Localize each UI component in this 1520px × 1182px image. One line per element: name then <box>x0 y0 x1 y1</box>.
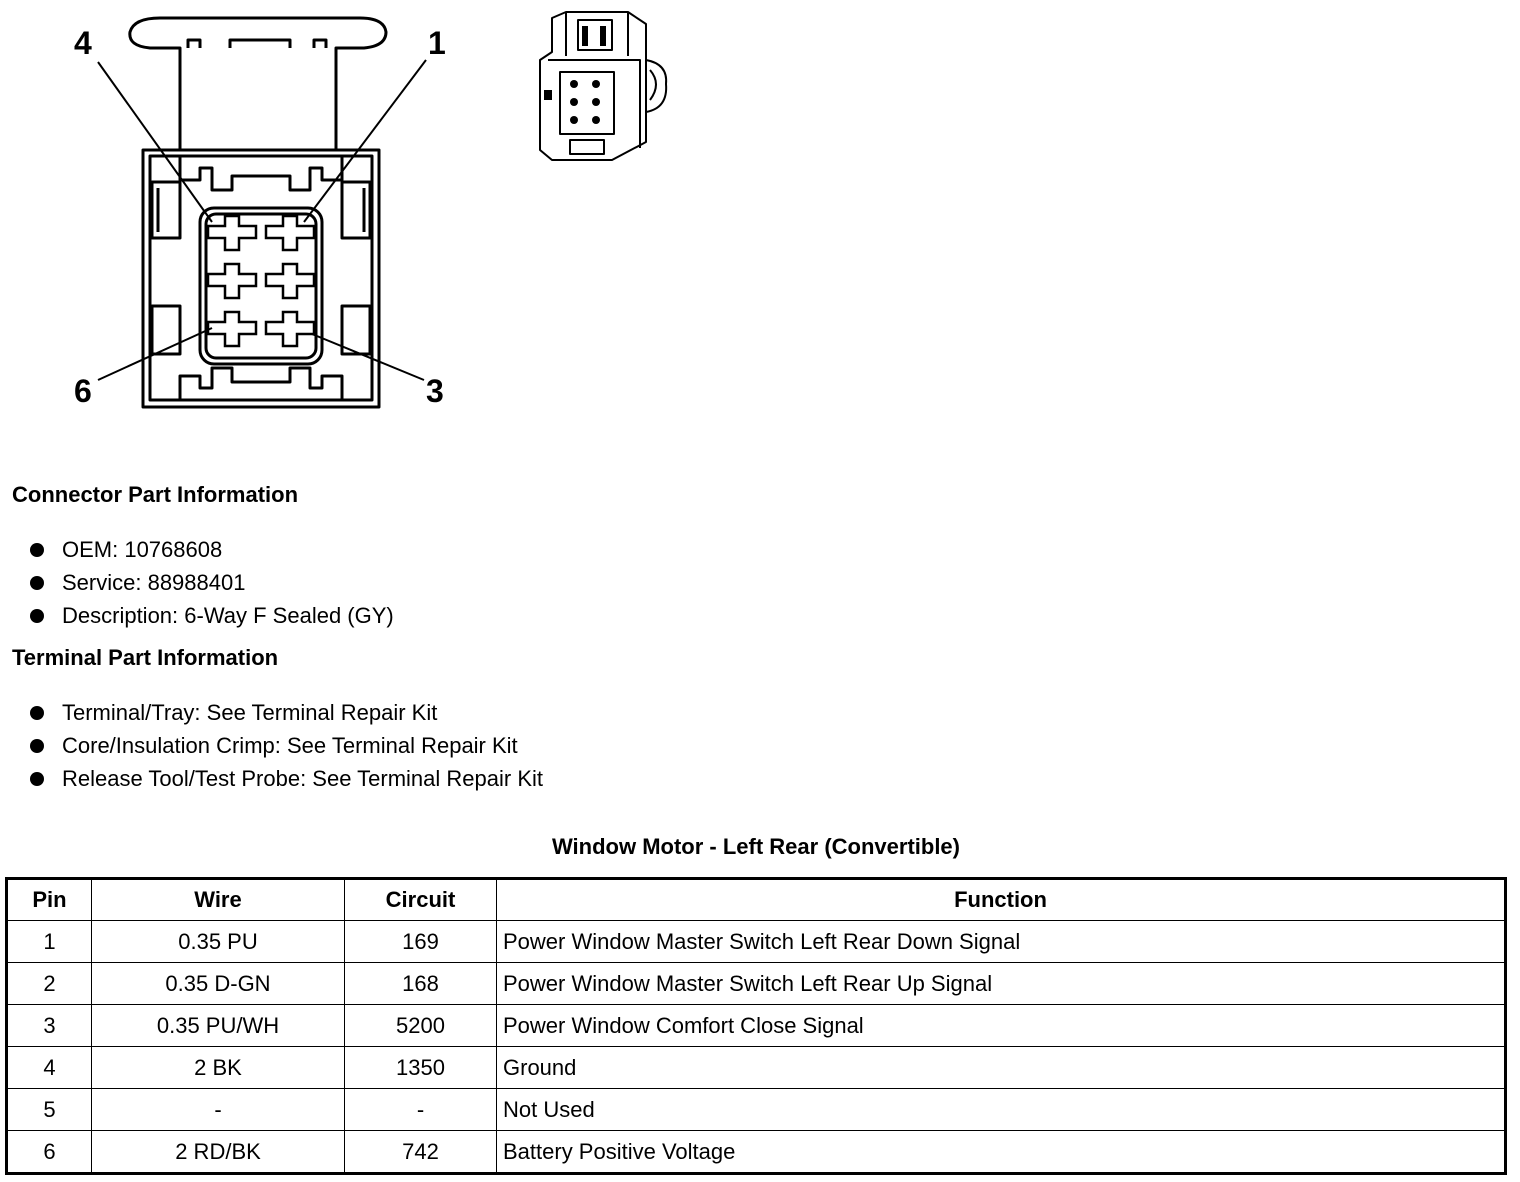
terminal-part-info-heading: Terminal Part Information <box>12 645 279 670</box>
pin-label-4: 4 <box>74 25 92 61</box>
header-wire: Wire <box>92 879 345 921</box>
cell-wire: - <box>92 1089 345 1131</box>
terminal-part-info-list <box>30 696 543 795</box>
table-header-row <box>7 879 1506 921</box>
connector-part-info-list <box>30 533 394 632</box>
pin-label-6: 6 <box>74 373 92 409</box>
cell-function: Ground <box>497 1047 1506 1089</box>
cell-pin: 4 <box>7 1047 92 1089</box>
table-title: Window Motor - Left Rear (Convertible) <box>551 834 960 859</box>
cell-pin: 1 <box>7 921 92 963</box>
list-item: OEM: 10768608 <box>30 533 394 566</box>
cell-function: Power Window Master Switch Left Rear Up Signal <box>497 963 1506 1005</box>
cell-pin: 3 <box>7 1005 92 1047</box>
connector-face-diagram <box>0 0 700 440</box>
list-item: Terminal/Tray: See Terminal Repair Kit <box>30 696 543 729</box>
cell-pin: 2 <box>7 963 92 1005</box>
cell-wire: 2 BK <box>92 1047 345 1089</box>
cell-circuit: 1350 <box>345 1047 497 1089</box>
pin-label-1: 1 <box>428 25 446 61</box>
cell-function: Battery Positive Voltage <box>497 1131 1506 1174</box>
cell-pin: 6 <box>7 1131 92 1174</box>
table-row <box>7 921 1506 963</box>
cell-wire: 0.35 D-GN <box>92 963 345 1005</box>
cell-circuit: 5200 <box>345 1005 497 1047</box>
list-item: Release Tool/Test Probe: See Terminal Repair Kit <box>30 762 543 795</box>
connector-part-info-heading: Connector Part Information <box>12 482 299 507</box>
header-pin: Pin <box>7 879 92 921</box>
cell-circuit: 742 <box>345 1131 497 1174</box>
cell-wire: 2 RD/BK <box>92 1131 345 1174</box>
table-row <box>7 963 1506 1005</box>
cell-function: Not Used <box>497 1089 1506 1131</box>
cell-circuit: - <box>345 1089 497 1131</box>
header-function: Function <box>497 879 1506 921</box>
cell-function: Power Window Master Switch Left Rear Down Signal <box>497 921 1506 963</box>
table-row <box>7 1131 1506 1174</box>
table-row <box>7 1089 1506 1131</box>
cell-wire: 0.35 PU <box>92 921 345 963</box>
cell-circuit: 169 <box>345 921 497 963</box>
table-row <box>7 1047 1506 1089</box>
header-circuit: Circuit <box>345 879 497 921</box>
pinout-table <box>5 877 1507 1175</box>
list-item: Description: 6-Way F Sealed (GY) <box>30 599 394 632</box>
cell-circuit: 168 <box>345 963 497 1005</box>
cell-function: Power Window Comfort Close Signal <box>497 1005 1506 1047</box>
cell-wire: 0.35 PU/WH <box>92 1005 345 1047</box>
list-item: Core/Insulation Crimp: See Terminal Repair Kit <box>30 729 543 762</box>
cell-pin: 5 <box>7 1089 92 1131</box>
list-item: Service: 88988401 <box>30 566 394 599</box>
table-row <box>7 1005 1506 1047</box>
pin-label-3: 3 <box>426 373 444 409</box>
